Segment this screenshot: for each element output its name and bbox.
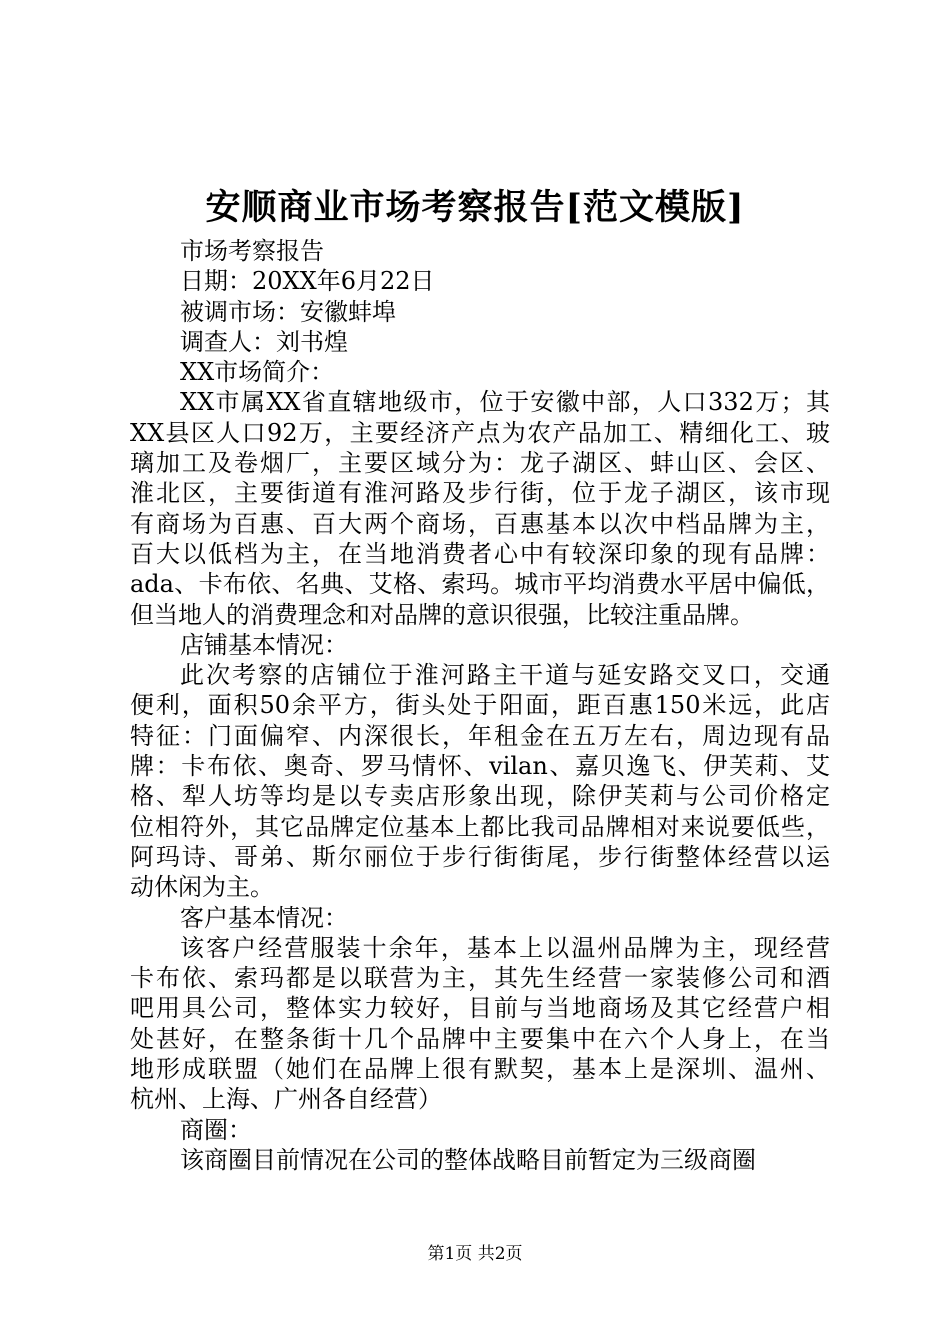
document-body <box>130 236 830 1175</box>
body-line: 市场考察报告 <box>180 237 324 265</box>
body-line: 特征：门面偏窄、内深很长，年租金在五万左右，周边现有品 <box>130 721 830 750</box>
body-line: 该客户经营服装十余年，基本上以温州品牌为主，现经营 <box>180 933 830 962</box>
body-line: XX市属XX省直辖地级市，位于安徽中部，人口332万；其 <box>180 388 830 417</box>
body-line: 杭州、上海、广州各自经营） <box>130 1085 442 1114</box>
body-line: XX县区人口92万，主要经济产点为农产品加工、精细化工、玻 <box>130 418 830 447</box>
body-line: ada、卡布依、名典、艾格、索玛。城市平均消费水平居中偏低， <box>130 570 830 599</box>
body-line: 此次考察的店铺位于淮河路主干道与延安路交叉口，交通 <box>180 661 830 690</box>
body-line: 客户基本情况： <box>180 903 348 932</box>
body-line: 有商场为百惠、百大两个商场，百惠基本以次中档品牌为主， <box>130 509 830 538</box>
body-line: 便利，面积50余平方，街头处于阳面，距百惠150米远，此店 <box>130 691 830 720</box>
body-line: 处甚好，在整条街十几个品牌中主要集中在六个人身上，在当 <box>130 1024 830 1053</box>
body-line: 但当地人的消费理念和对品牌的意识很强，比较注重品牌。 <box>130 600 754 629</box>
body-line: 璃加工及卷烟厂，主要区域分为：龙子湖区、蚌山区、会区、 <box>130 449 830 478</box>
body-line: 被调市场：安徽蚌埠 <box>180 297 396 326</box>
body-line: 吧用具公司，整体实力较好，目前与当地商场及其它经营户相 <box>130 994 830 1023</box>
page-footer: 第1页 共2页 <box>427 1244 523 1264</box>
body-line: 牌：卡布依、奥奇、罗马情怀、vilan、嘉贝逸飞、伊芙莉、艾 <box>130 752 830 781</box>
document-title: 安顺商业市场考察报告[范文模版] <box>205 187 745 228</box>
body-line: 阿玛诗、哥弟、斯尔丽位于步行街街尾，步行街整体经营以运 <box>130 842 830 871</box>
body-line: 地形成联盟（她们在品牌上很有默契，基本上是深圳、温州、 <box>130 1055 830 1084</box>
body-line: 卡布依、索玛都是以联营为主，其先生经营一家装修公司和酒 <box>130 964 830 993</box>
body-line: 位相符外，其它品牌定位基本上都比我司品牌相对来说要低些， <box>130 812 830 841</box>
body-line: 百大以低档为主，在当地消费者心中有较深印象的现有品牌： <box>130 539 830 568</box>
body-line: XX市场简介： <box>180 358 335 387</box>
body-line: 日期：20XX年6月22日 <box>180 267 435 296</box>
body-line: 格、犁人坊等均是以专卖店形象出现，除伊芙莉与公司价格定 <box>130 782 830 811</box>
body-line: 调查人：刘书煌 <box>180 327 348 356</box>
body-line: 商圈： <box>180 1115 252 1144</box>
body-line: 动休闲为主。 <box>130 873 274 902</box>
body-line: 店铺基本情况： <box>180 630 348 659</box>
body-line: 淮北区，主要街道有淮河路及步行街，位于龙子湖区，该市现 <box>130 479 830 508</box>
body-line: 该商圈目前情况在公司的整体战略目前暂定为三级商圈 <box>180 1145 756 1174</box>
